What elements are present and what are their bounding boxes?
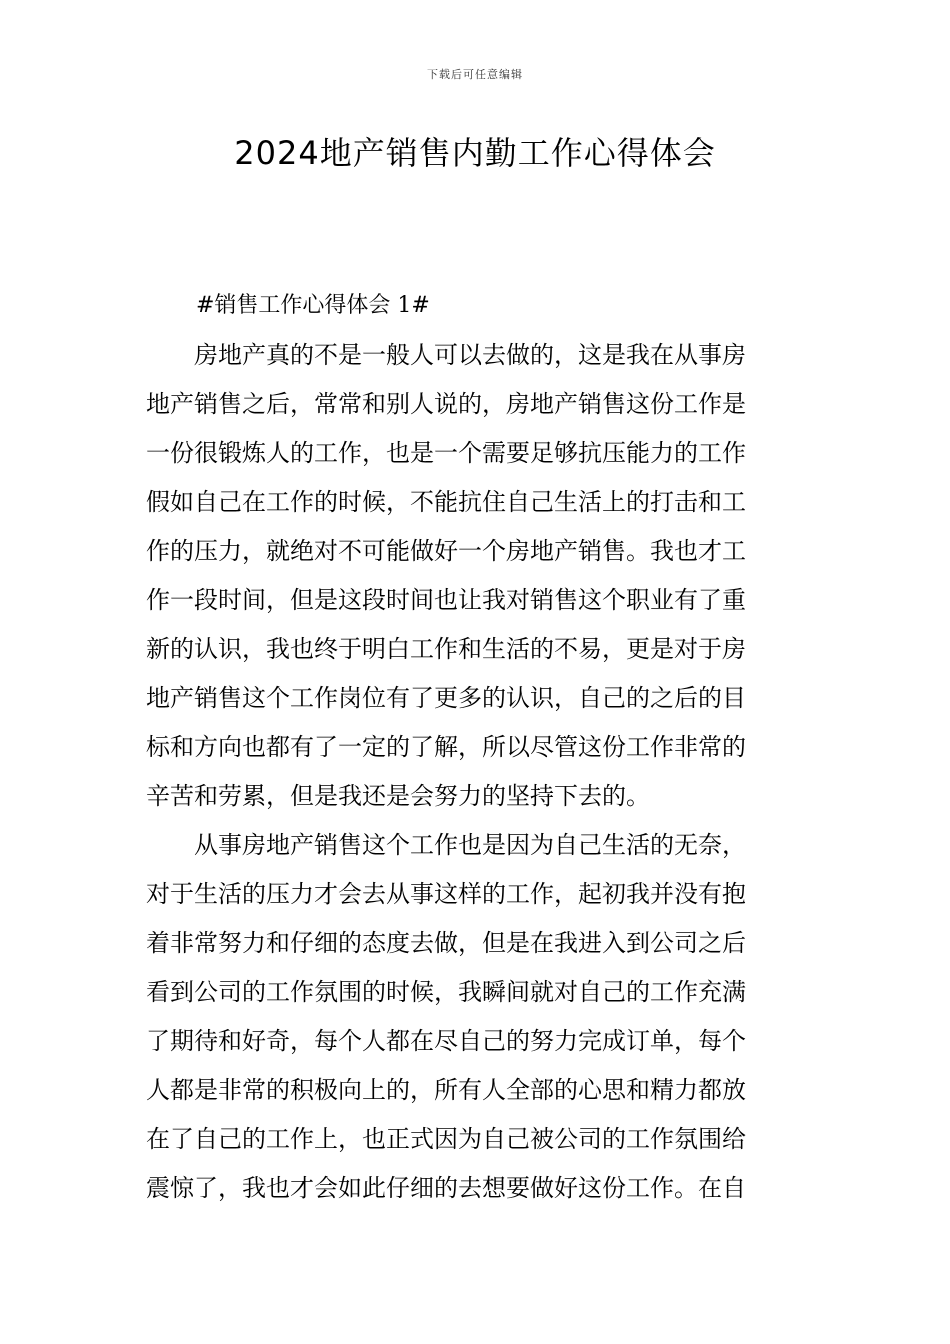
paragraph-line: 地产销售之后，常常和别人说的，房地产销售这份工作是 <box>146 390 746 418</box>
paragraph-2 <box>146 821 808 1213</box>
paragraph-line: 了期待和好奇，每个人都在尽自己的努力完成订单，每个 <box>146 1027 746 1055</box>
paragraph-line: 在了自己的工作上，也正式因为自己被公司的工作氛围给 <box>146 1125 746 1153</box>
paragraph-line: 地产销售这个工作岗位有了更多的认识，自己的之后的目 <box>146 684 746 712</box>
paragraph-line: 标和方向也都有了一定的了解，所以尽管这份工作非常的 <box>146 733 746 761</box>
paragraph-line: 着非常努力和仔细的态度去做，但是在我进入到公司之后 <box>146 929 746 957</box>
paragraph-line: 房地产真的不是一般人可以去做的，这是我在从事房 <box>194 341 746 369</box>
document-body <box>146 281 808 1213</box>
paragraph-line: 辛苦和劳累，但是我还是会努力的坚持下去的。 <box>146 782 650 810</box>
paragraph-line: 人都是非常的积极向上的，所有人全部的心思和精力都放 <box>146 1076 746 1104</box>
paragraph-1 <box>146 331 808 821</box>
paragraph-line: 一份很锻炼人的工作，也是一个需要足够抗压能力的工作 <box>146 439 746 467</box>
paragraph-line: 从事房地产销售这个工作也是因为自己生活的无奈， <box>194 831 746 859</box>
section-heading: #销售工作心得体会 1# <box>196 293 430 318</box>
document-title: 2024地产销售内勤工作心得体会 <box>234 134 716 172</box>
paragraph-line: 作一段时间，但是这段时间也让我对销售这个职业有了重 <box>146 586 746 614</box>
paragraph-line: 新的认识，我也终于明白工作和生活的不易，更是对于房 <box>146 635 746 663</box>
paragraph-line: 震惊了，我也才会如此仔细的去想要做好这份工作。在自 <box>146 1174 746 1202</box>
paragraph-line: 看到公司的工作氛围的时候，我瞬间就对自己的工作充满 <box>146 978 746 1006</box>
paragraph-line: 作的压力，就绝对不可能做好一个房地产销售。我也才工 <box>146 537 746 565</box>
paragraph-line: 对于生活的压力才会去从事这样的工作，起初我并没有抱 <box>146 880 746 908</box>
header-note: 下载后可任意编辑 <box>427 68 523 81</box>
paragraph-line: 假如自己在工作的时候，不能抗住自己生活上的打击和工 <box>146 488 746 516</box>
